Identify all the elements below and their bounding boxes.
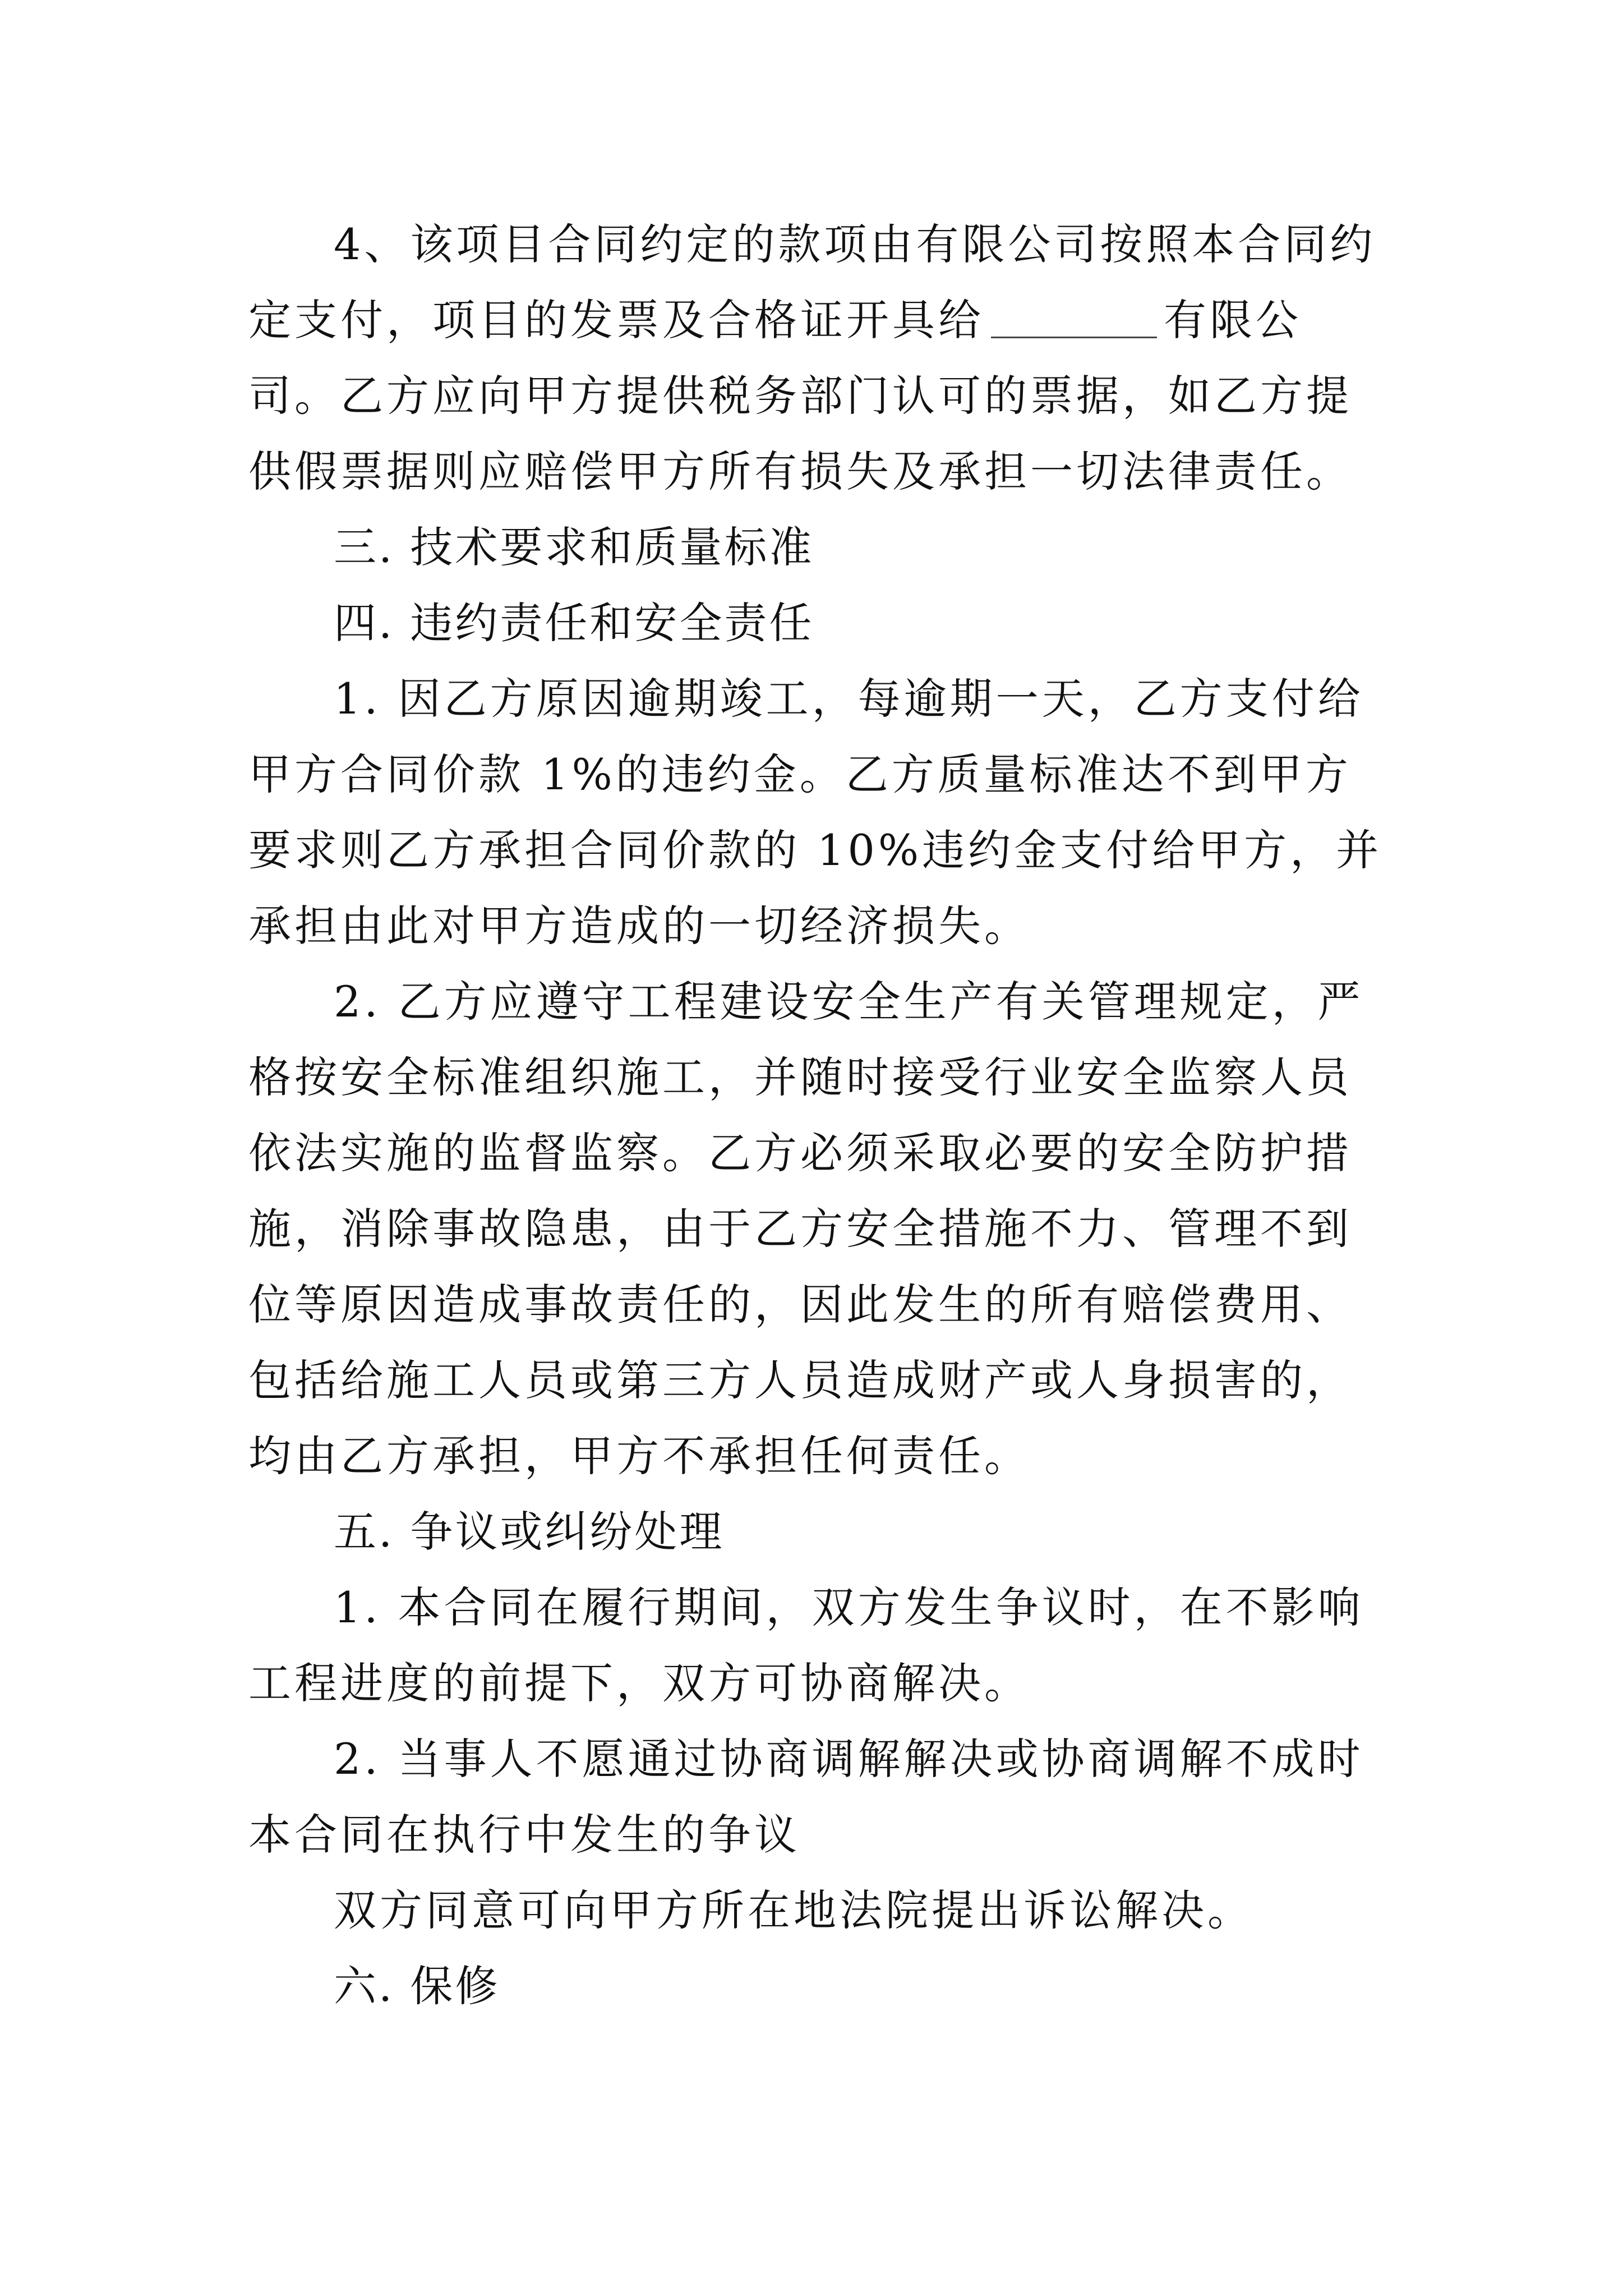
- paragraph-dispute-litigation: 双方同意可向甲方所在地法院提出诉讼解决。: [334, 1885, 1253, 1935]
- paragraph-payment-terms-part2: 有限公司。乙方应向甲方提供税务部门认可的票据，如乙方提供假票据则应赔偿甲方所有损失及承担一切法律责任。: [248, 295, 1352, 496]
- paragraph-payment-terms: [248, 206, 1387, 509]
- paragraph-dispute-negotiation: 1. 本合同在履行期间，双方发生争议时，在不影响工程进度的前提下，双方可协商解决。: [248, 1582, 1364, 1708]
- section-heading-liability: 四. 违约责任和安全责任: [334, 598, 814, 648]
- paragraph-delay-penalty: 1. 因乙方原因逾期竣工，每逾期一天，乙方支付给甲方合同价款 1%的违约金。乙方质量标准达不到甲方要求则乙方承担合同价款的 10%违约金支付给甲方，并承担由此对甲方造成的一切经济损失。: [248, 674, 1382, 951]
- section-heading-quality: 三. 技术要求和质量标准: [334, 522, 814, 572]
- paragraph-dispute-unresolved: 2. 当事人不愿通过协商调解解决或协商调解不成时本合同在执行中发生的争议: [248, 1734, 1364, 1860]
- document-body: [248, 206, 1387, 2024]
- paragraph-payment-terms-part1: 4、该项目合同约定的款项由有限公司按照本合同约定支付，项目的发票及合格证开具给: [248, 219, 1376, 345]
- section-heading-disputes: 五. 争议或纠纷处理: [334, 1507, 725, 1557]
- paragraph-safety-responsibility: 2. 乙方应遵守工程建设安全生产有关管理规定，严格按安全标准组织施工，并随时接受行业安全监察人员依法实施的监督监察。乙方必须采取必要的安全防护措施，消除事故隐患，由于乙方安全措施不力、管理不到位等原因造成事故责任的，因此发生的所有赔偿费用、包括给施工人员或第三方人员造成财产或人身损害的，均由乙方承担，甲方不承担任何责任。: [248, 977, 1364, 1481]
- section-heading-warranty: 六. 保修: [334, 1961, 500, 2011]
- company-name-blank: [991, 297, 1157, 338]
